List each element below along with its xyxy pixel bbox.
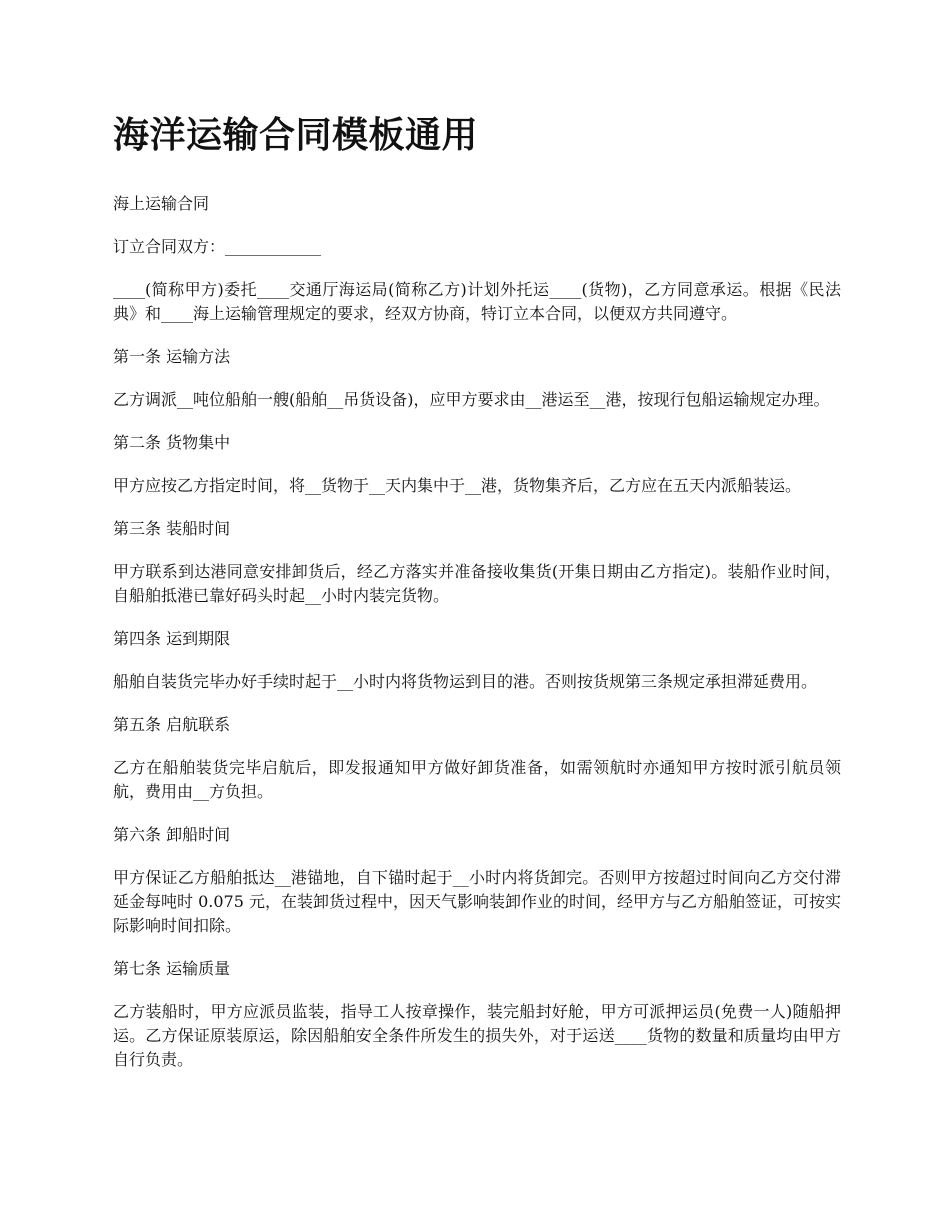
article-heading: 第七条 运输质量 <box>113 959 231 978</box>
article-body: 乙方调派__吨位船舶一艘(船舶__吊货设备)，应甲方要求由__港运至__港，按现行包船运输规定办理。 <box>113 390 830 409</box>
intro-paragraph: ____(简称甲方)委托____交通厅海运局(简称乙方)计划外托运____(货物)，乙方同意承运。根据《民法典》和____海上运输管理规定的要求，经双方协商，特订立本合同，以便双方共同遵守。 <box>113 280 841 323</box>
document-subtitle: 海上运输合同 <box>113 194 210 213</box>
article-heading: 第五条 启航联系 <box>113 715 231 734</box>
article-body: 甲方保证乙方船舶抵达__港锚地，自下锚时起于__小时内将货卸完。否则甲方按超过时间向乙方交付滞延金每吨时 0.075 元，在装卸货过程中，因天气影响装卸作业的时间，经甲方与乙方船舶签证，可按实际影响时间扣除。 <box>113 868 841 935</box>
article-heading: 第二条 货物集中 <box>113 433 231 452</box>
article-heading: 第一条 运输方法 <box>113 347 231 366</box>
document-page <box>113 108 841 1091</box>
article-body: 船舶自装货完毕办好手续时起于__小时内将货物运到目的港。否则按货规第三条规定承担滞延费用。 <box>113 672 818 691</box>
article-body: 甲方应按乙方指定时间，将__货物于__天内集中于__港，货物集齐后，乙方应在五天内派船装运。 <box>113 476 802 495</box>
document-title: 海洋运输合同模板通用 <box>113 115 479 156</box>
article-heading: 第四条 运到期限 <box>113 629 231 648</box>
article-heading: 第三条 装船时间 <box>113 519 231 538</box>
article-body: 乙方装船时，甲方应派员监装，指导工人按章操作，装完船封好舱，甲方可派押运员(免费一人)随船押运。乙方保证原装原运，除因船舶安全条件所发生的损失外，对于运送____货物的数量和质量均由甲方自行负责。 <box>113 1002 841 1069</box>
article-heading: 第六条 卸船时间 <box>113 825 231 844</box>
article-body: 甲方联系到达港同意安排卸货后，经乙方落实并准备接收集货(开集日期由乙方指定)。装船作业时间，自船舶抵港已靠好码头时起__小时内装完货物。 <box>113 562 841 605</box>
parties-line: 订立合同双方：____________ <box>113 237 322 256</box>
article-body: 乙方在船舶装货完毕启航后，即发报通知甲方做好卸货准备，如需领航时亦通知甲方按时派引航员领航，费用由__方负担。 <box>113 758 841 801</box>
